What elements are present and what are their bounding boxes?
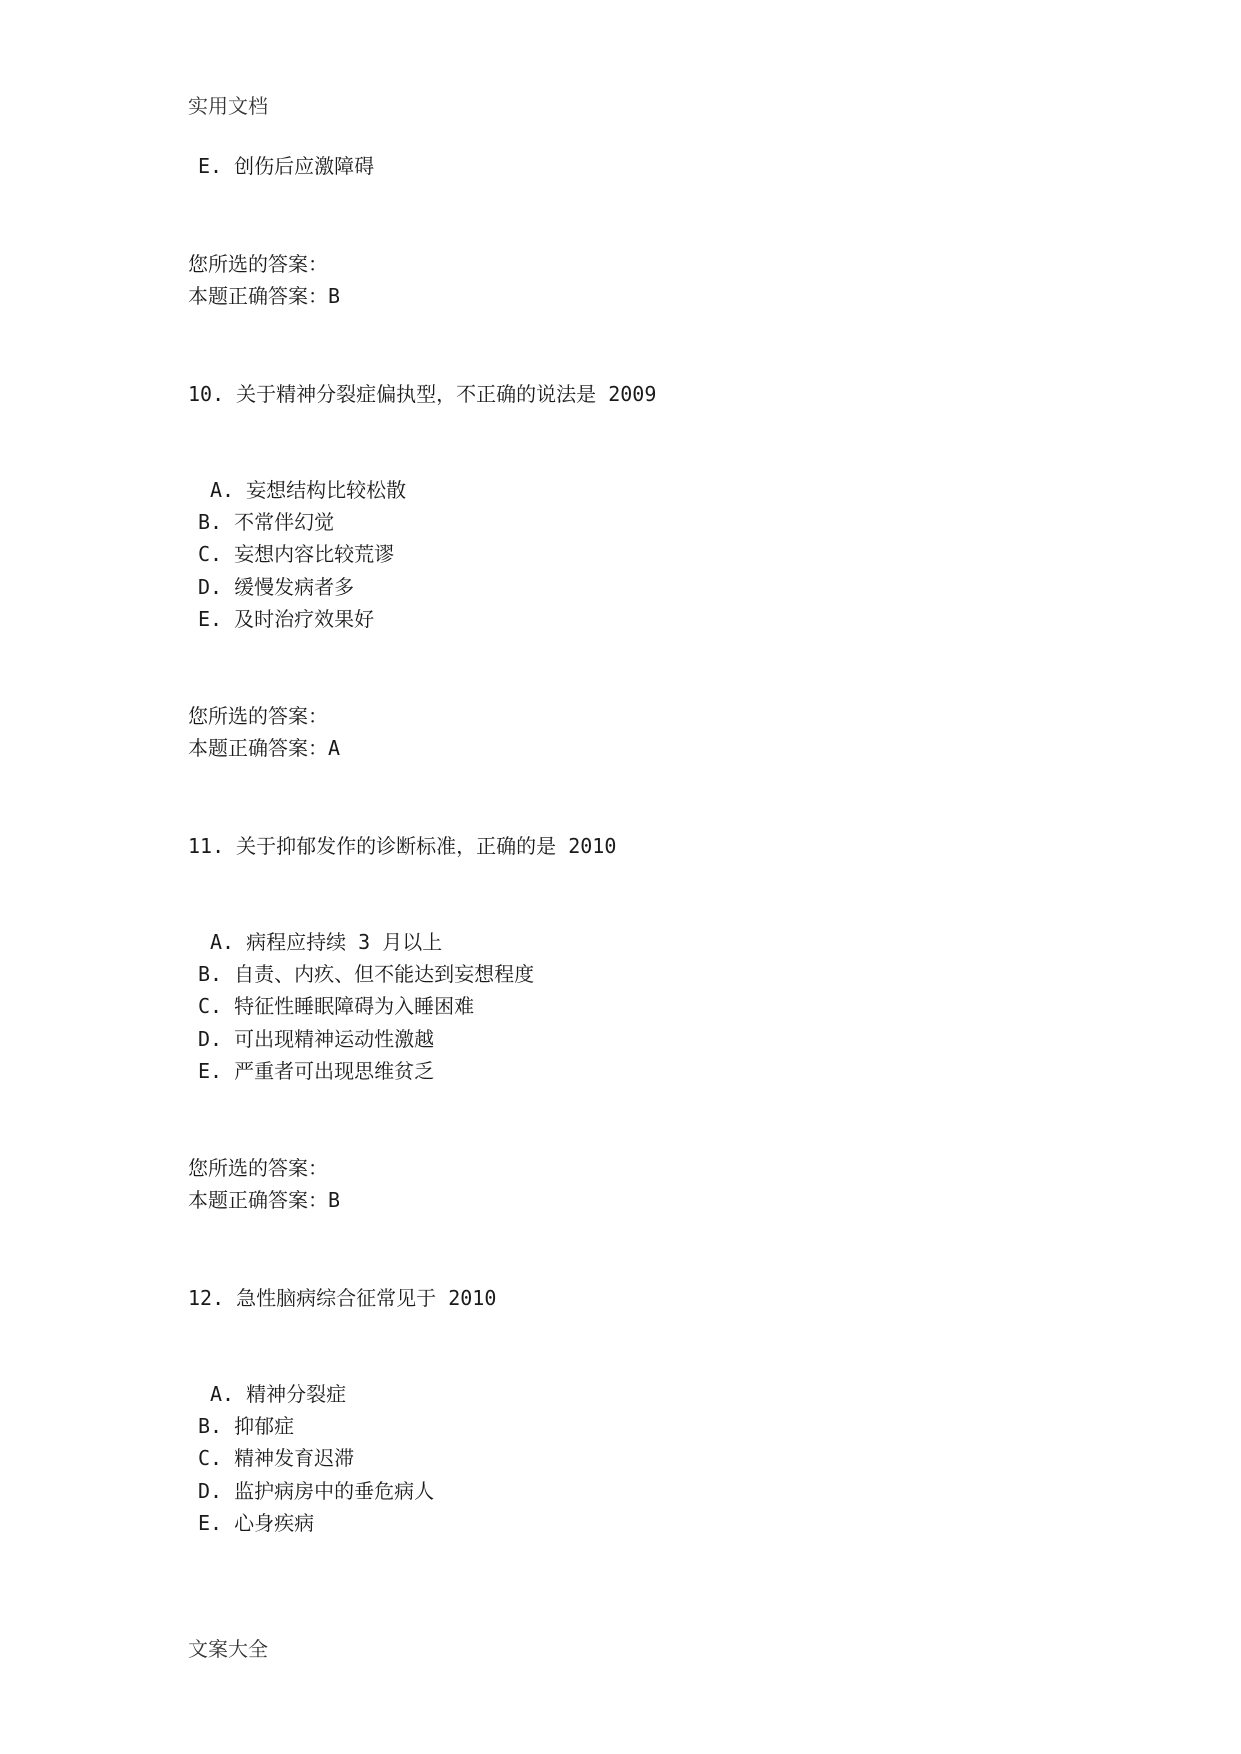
q12-option-b: B. 抑郁症 xyxy=(198,1414,295,1438)
q10-correct-answer: 本题正确答案：A xyxy=(188,736,341,760)
q11-option-a: A. 病程应持续 3 月以上 xyxy=(210,930,443,954)
q11-option-e: E. 严重者可出现思维贫乏 xyxy=(198,1059,435,1083)
q12-stem: 12. 急性脑病综合征常见于 2010 xyxy=(188,1286,497,1310)
q10-option-c: C. 妄想内容比较荒谬 xyxy=(198,542,395,566)
q10-option-e: E. 及时治疗效果好 xyxy=(198,607,375,631)
q11-option-b: B. 自责、内疚、但不能达到妄想程度 xyxy=(198,962,535,986)
page-header: 实用文档 xyxy=(188,94,268,118)
q11-option-d: D. 可出现精神运动性激越 xyxy=(198,1027,435,1051)
q11-your-answer: 您所选的答案： xyxy=(188,1156,328,1180)
q10-your-answer: 您所选的答案： xyxy=(188,704,328,728)
q10-option-b: B. 不常伴幻觉 xyxy=(198,510,335,534)
q12-option-c: C. 精神发育迟滞 xyxy=(198,1446,355,1470)
q9-option-e: E. 创伤后应激障碍 xyxy=(198,154,375,178)
q10-stem: 10. 关于精神分裂症偏执型，不正确的说法是 2009 xyxy=(188,382,657,406)
page-footer: 文案大全 xyxy=(188,1637,268,1661)
q11-option-c: C. 特征性睡眠障碍为入睡困难 xyxy=(198,994,475,1018)
q9-correct-answer: 本题正确答案：B xyxy=(188,284,341,308)
q12-option-d: D. 监护病房中的垂危病人 xyxy=(198,1479,435,1503)
q10-option-d: D. 缓慢发病者多 xyxy=(198,575,355,599)
q12-option-e: E. 心身疾病 xyxy=(198,1511,315,1535)
q11-correct-answer: 本题正确答案：B xyxy=(188,1188,341,1212)
q10-option-a: A. 妄想结构比较松散 xyxy=(210,478,407,502)
q9-your-answer: 您所选的答案： xyxy=(188,252,328,276)
q11-stem: 11. 关于抑郁发作的诊断标准，正确的是 2010 xyxy=(188,834,617,858)
q12-option-a: A. 精神分裂症 xyxy=(210,1382,347,1406)
